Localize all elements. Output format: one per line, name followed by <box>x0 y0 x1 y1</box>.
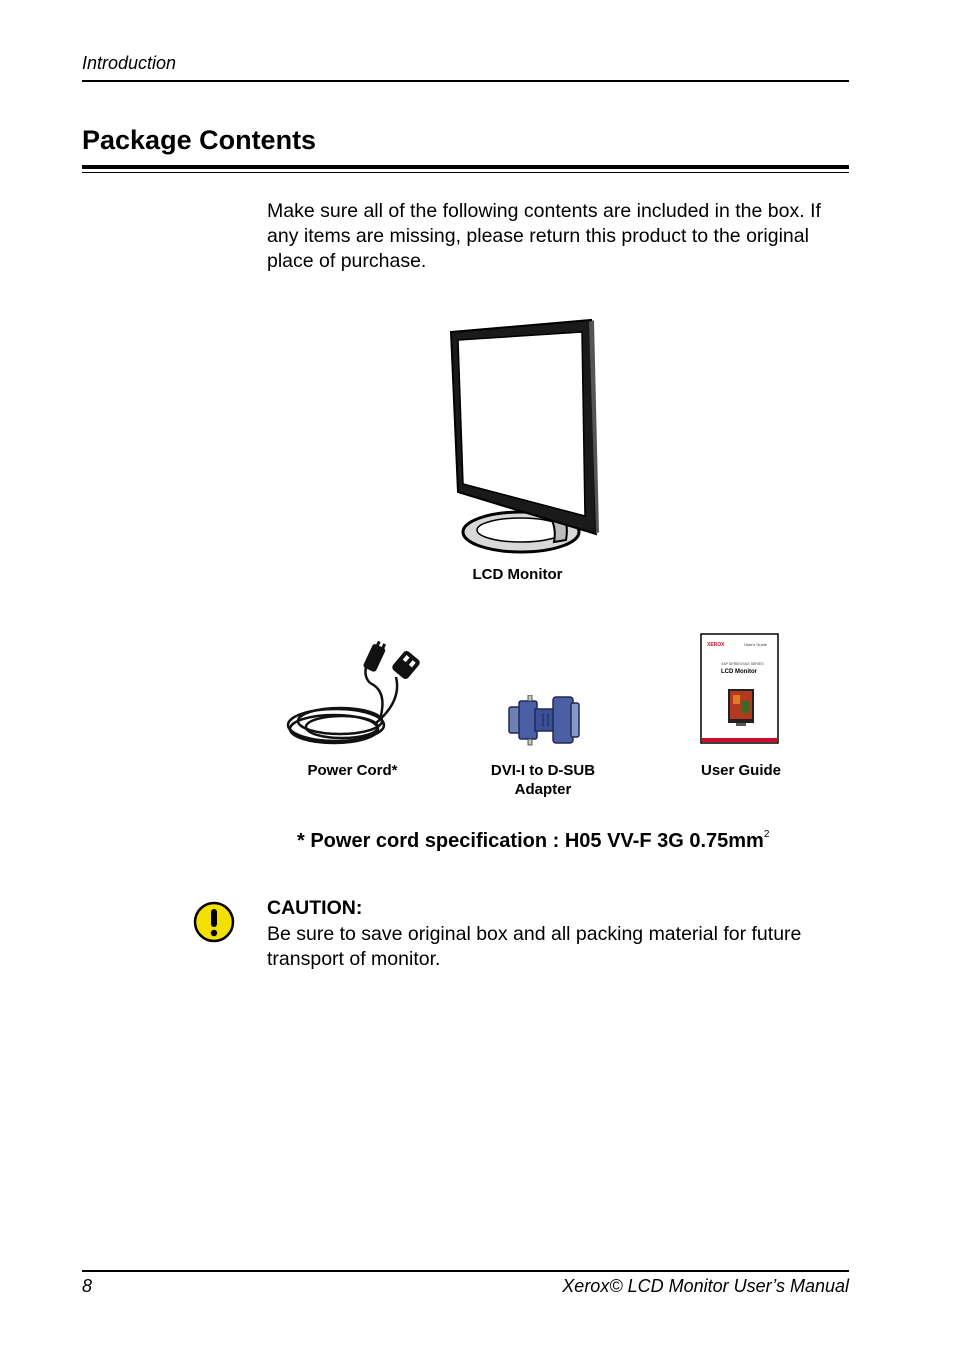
guide-product: LCD Monitor <box>721 669 757 675</box>
title-divider-thin <box>82 172 849 173</box>
user-guide-image <box>700 633 780 745</box>
running-header: Introduction <box>82 53 177 73</box>
page-number: 8 <box>82 1276 93 1296</box>
manual-title: Xerox© LCD Monitor User’s Manual <box>562 1276 849 1296</box>
footer-divider <box>82 1270 849 1272</box>
page-title: Package Contents <box>82 125 317 155</box>
power-cord-spec <box>297 829 769 853</box>
dvi-adapter-image <box>505 695 581 747</box>
caution-text: Be sure to save original box and all packing material for future transport of monitor. <box>267 923 802 970</box>
lcd-monitor-image <box>446 316 600 560</box>
intro-paragraph: Make sure all of the following contents are included in the box. If any items are missing, please return this product to the original place of purchase. <box>267 200 821 272</box>
guide-kind: User's Guide <box>744 642 767 647</box>
item-label-lcd-monitor: LCD Monitor <box>472 566 563 583</box>
item-label-dvi-adapter: DVI-I to D-SUB Adapter <box>490 762 596 798</box>
title-divider-thick <box>82 165 849 169</box>
guide-series: XAP SERIES/XAS SERIES <box>721 662 764 666</box>
power-cord-spec-superscript: 2 <box>763 829 770 840</box>
warning-icon <box>193 901 235 943</box>
power-cord-image <box>284 641 422 749</box>
header-divider <box>82 80 849 82</box>
item-label-power-cord: Power Cord* <box>307 762 398 779</box>
guide-brand: XEROX <box>707 642 725 648</box>
power-cord-spec-text: * Power cord specification : H05 VV-F 3G 0.75mm <box>297 830 764 852</box>
caution-title: CAUTION: <box>267 897 363 919</box>
item-label-user-guide: User Guide <box>700 762 782 779</box>
